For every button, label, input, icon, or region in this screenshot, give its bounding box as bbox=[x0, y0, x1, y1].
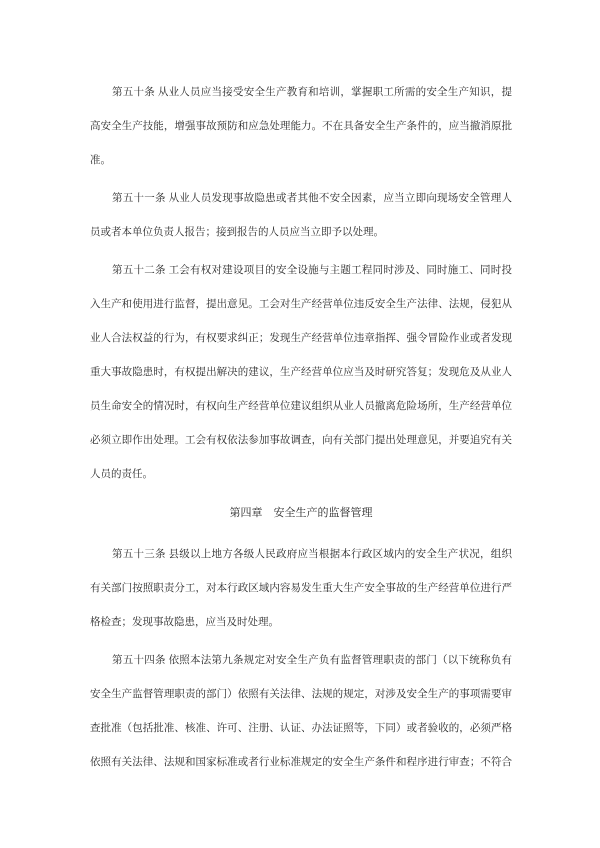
text-line: 入生产和使用进行监督，提出意见。工会对生产经营单位违反安全生产法律、法规，侵犯从 bbox=[90, 299, 512, 310]
paragraph-article-52 bbox=[90, 254, 512, 492]
text-line: 格检查；发现事故隐患，应当及时处理。 bbox=[90, 617, 279, 628]
paragraph-article-50 bbox=[90, 76, 512, 178]
text-line: 业人合法权益的行为，有权要求纠正；发现生产经营单位违章指挥、强令冒险作业或者发现 bbox=[90, 333, 512, 344]
paragraph-article-54 bbox=[90, 644, 512, 780]
text-line: 准。 bbox=[90, 155, 111, 166]
text-line: 有关部门按照职责分工，对本行政区域内容易发生重大生产安全事故的生产经营单位进行严 bbox=[90, 583, 512, 594]
paragraph-article-53 bbox=[90, 538, 512, 640]
text-line: 重大事故隐患时，有权提出解决的建议，生产经营单位应当及时研究答复；发现危及从业人 bbox=[90, 367, 512, 378]
document-body bbox=[90, 76, 512, 784]
text-line: 第五十条 从业人员应当接受安全生产教育和培训，掌握职工所需的安全生产知识，提 bbox=[112, 87, 512, 98]
text-line: 依照有关法律、法规和国家标准或者行业标准规定的安全生产条件和程序进行审查；不符合 bbox=[90, 757, 512, 768]
text-line: 高安全生产技能，增强事故预防和应急处理能力。不在具备安全生产条件的，应当撤消原批 bbox=[90, 121, 512, 132]
text-line: 员生命安全的情况时，有权向生产经营单位建议组织从业人员撤离危险场所，生产经营单位 bbox=[90, 401, 512, 412]
text-line: 安全生产监督管理职责的部门）依照有关法律、法规的规定，对涉及安全生产的事项需要审 bbox=[90, 689, 512, 700]
text-line: 人员的责任。 bbox=[90, 469, 153, 480]
paragraph-article-51 bbox=[90, 182, 512, 250]
text-line: 第五十三条 县级以上地方各级人民政府应当根据本行政区域内的安全生产状况，组织 bbox=[112, 549, 512, 560]
text-line: 员或者本单位负责人报告；接到报告的人员应当立即予以处理。 bbox=[90, 227, 384, 238]
text-line: 查批准（包括批准、核准、许可、注册、认证、办法证照等，下同）或者验收的，必须严格 bbox=[90, 723, 512, 734]
text-line: 第五十一条 从业人员发现事故隐患或者其他不安全因素，应当立即向现场安全管理人 bbox=[112, 193, 512, 204]
text-line: 必须立即作出处理。工会有权依法参加事故调查，向有关部门提出处理意见，并要追究有关 bbox=[90, 435, 512, 446]
text-line: 第五十二条 工会有权对建设项目的安全设施与主题工程同时涉及、同时施工、同时投 bbox=[112, 265, 512, 276]
text-line: 第五十四条 依照本法第九条规定对安全生产负有监督管理职责的部门（以下统称负有 bbox=[112, 655, 512, 666]
chapter-heading: 第四章 安全生产的监督管理 bbox=[229, 507, 373, 519]
